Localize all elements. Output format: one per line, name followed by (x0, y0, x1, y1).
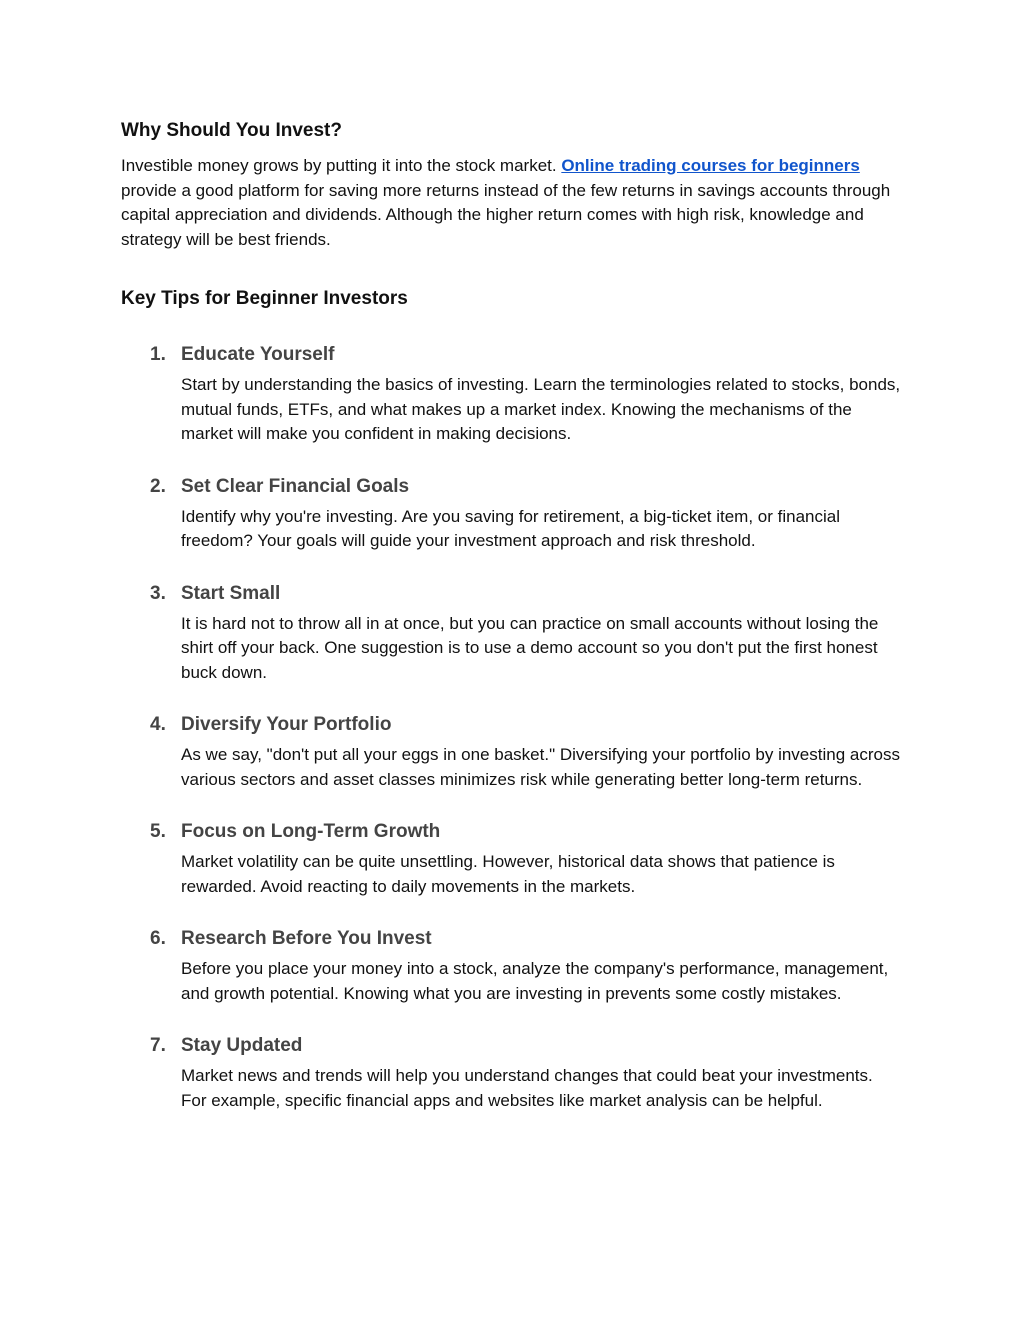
tip-title: Start Small (181, 582, 281, 604)
tip-title: Research Before You Invest (181, 928, 432, 949)
online-trading-courses-link[interactable]: Online trading courses for beginners (561, 156, 860, 175)
tip-number: 3. (150, 582, 166, 604)
tip-title: Focus on Long-Term Growth (181, 821, 441, 842)
tip-description: Before you place your money into a stock, analyze the company's performance, management, and growth potential. Knowing what you are investing in prevents some costly mistakes. (181, 959, 889, 1003)
tip-number: 2. (150, 475, 166, 497)
tip-title: Educate Yourself (181, 344, 335, 365)
why-invest-paragraph (121, 154, 901, 252)
tip-title: Stay Updated (181, 1035, 303, 1056)
tip-title: Set Clear Financial Goals (181, 475, 410, 497)
tip-description: Market news and trends will help you understand changes that could beat your investments. For example, specific financial apps and websites like market analysis can be helpful. (181, 1066, 873, 1110)
why-invest-heading: Why Should You Invest? (121, 120, 342, 141)
tip-number: 7. (150, 1035, 166, 1056)
tip-item-start-small (121, 581, 901, 686)
tip-item-long-term-growth (121, 819, 901, 899)
tip-item-diversify (121, 712, 901, 792)
tip-description: Identify why you're investing. Are you saving for retirement, a big-ticket item, or financial freedom? Your goals will guide your investment approach and risk threshold. (181, 506, 840, 550)
tip-number: 1. (150, 344, 166, 365)
tip-number: 4. (150, 714, 166, 735)
tip-item-set-goals (121, 474, 901, 554)
tip-description: It is hard not to throw all in at once, but you can practice on small accounts without losing the shirt off your back. One suggestion is to use a demo account so you don't put the first honest buck down. (181, 613, 879, 682)
tip-number: 5. (150, 821, 166, 842)
tips-list (121, 342, 901, 1113)
tip-item-stay-updated (121, 1033, 901, 1113)
tip-item-research (121, 926, 901, 1006)
tip-description: Market volatility can be quite unsettling. However, historical data shows that patience is rewarded. Avoid reacting to daily movements in the markets. (181, 852, 835, 896)
key-tips-heading: Key Tips for Beginner Investors (121, 288, 408, 309)
tip-description: Start by understanding the basics of investing. Learn the terminologies related to stocks, bonds, mutual funds, ETFs, and what makes up a market index. Knowing the mechanisms of the market will make you confident in making decisions. (181, 375, 901, 443)
tip-number: 6. (150, 928, 166, 949)
why-invest-text-end: provide a good platform for saving more returns instead of the few returns in savings accounts through capital appreciation and dividends. Although the higher return comes with high risk, knowledge and strategy will be best friends. (121, 180, 891, 249)
tip-description: As we say, "don't put all your eggs in one basket." Diversifying your portfolio by investing across various sectors and asset classes minimizes risk while generating better long-term returns. (181, 745, 900, 789)
why-invest-text-start: Investible money grows by putting it into the stock market. (121, 156, 562, 175)
document-page (121, 118, 901, 1113)
tip-title: Diversify Your Portfolio (181, 714, 392, 735)
tip-item-educate-yourself (121, 342, 901, 447)
